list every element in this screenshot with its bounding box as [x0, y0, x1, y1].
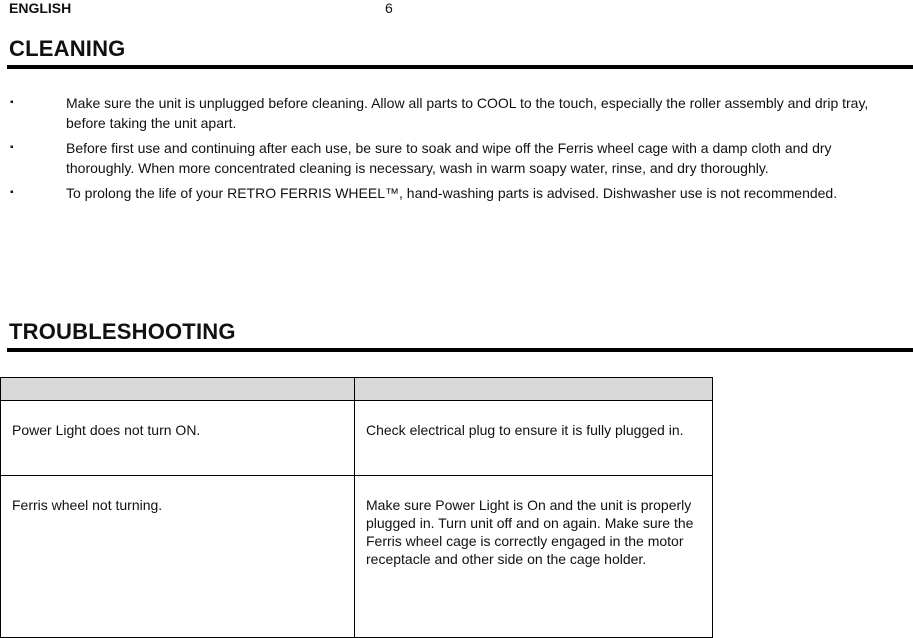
cleaning-rule	[7, 65, 913, 69]
cleaning-item-text: Before first use and continuing after each use, be sure to soak and wipe off the Ferris wheel cage with a damp cloth and dry thoroughly. When more concentrated cleaning is necessary, wash in warm soapy water, rinse, and dry thoroughly.	[66, 140, 832, 176]
solution-cell: Check electrical plug to ensure it is fully plugged in.	[355, 401, 713, 476]
cleaning-item-unplug	[0, 93, 913, 133]
cleaning-item-soak	[0, 138, 913, 178]
header-language: ENGLISH	[9, 0, 72, 16]
troubleshooting-table	[0, 377, 713, 638]
table-row	[1, 401, 713, 476]
problem-column-header	[1, 378, 355, 401]
troubleshooting-title: TROUBLESHOOTING	[9, 319, 236, 344]
page-number: 6	[385, 0, 393, 16]
solution-column-header	[355, 378, 713, 401]
bullet-square-icon: ▪	[10, 187, 14, 198]
cleaning-title: CLEANING	[9, 36, 126, 61]
cleaning-item-text: Make sure the unit is unplugged before cleaning. Allow all parts to COOL to the touch, especially the roller assembly and drip tray, before taking the unit apart.	[66, 95, 869, 131]
cleaning-item-handwash	[0, 183, 913, 203]
troubleshooting-rule	[7, 348, 913, 352]
solution-cell: Make sure Power Light is On and the unit is properly plugged in. Turn unit off and on again. Make sure the Ferris wheel cage is correctly engaged in the motor receptacle and other side on the cage holder.	[355, 476, 713, 638]
table-row	[1, 476, 713, 638]
problem-cell: Power Light does not turn ON.	[1, 401, 355, 476]
problem-cell: Ferris wheel not turning.	[1, 476, 355, 638]
bullet-square-icon: ▪	[10, 142, 14, 153]
bullet-square-icon: ▪	[10, 97, 14, 108]
cleaning-item-text: To prolong the life of your RETRO FERRIS WHEEL™, hand-washing parts is advised. Dishwasher use is not recommended.	[66, 185, 838, 201]
cleaning-list	[0, 93, 913, 203]
table-header-row	[1, 378, 713, 401]
